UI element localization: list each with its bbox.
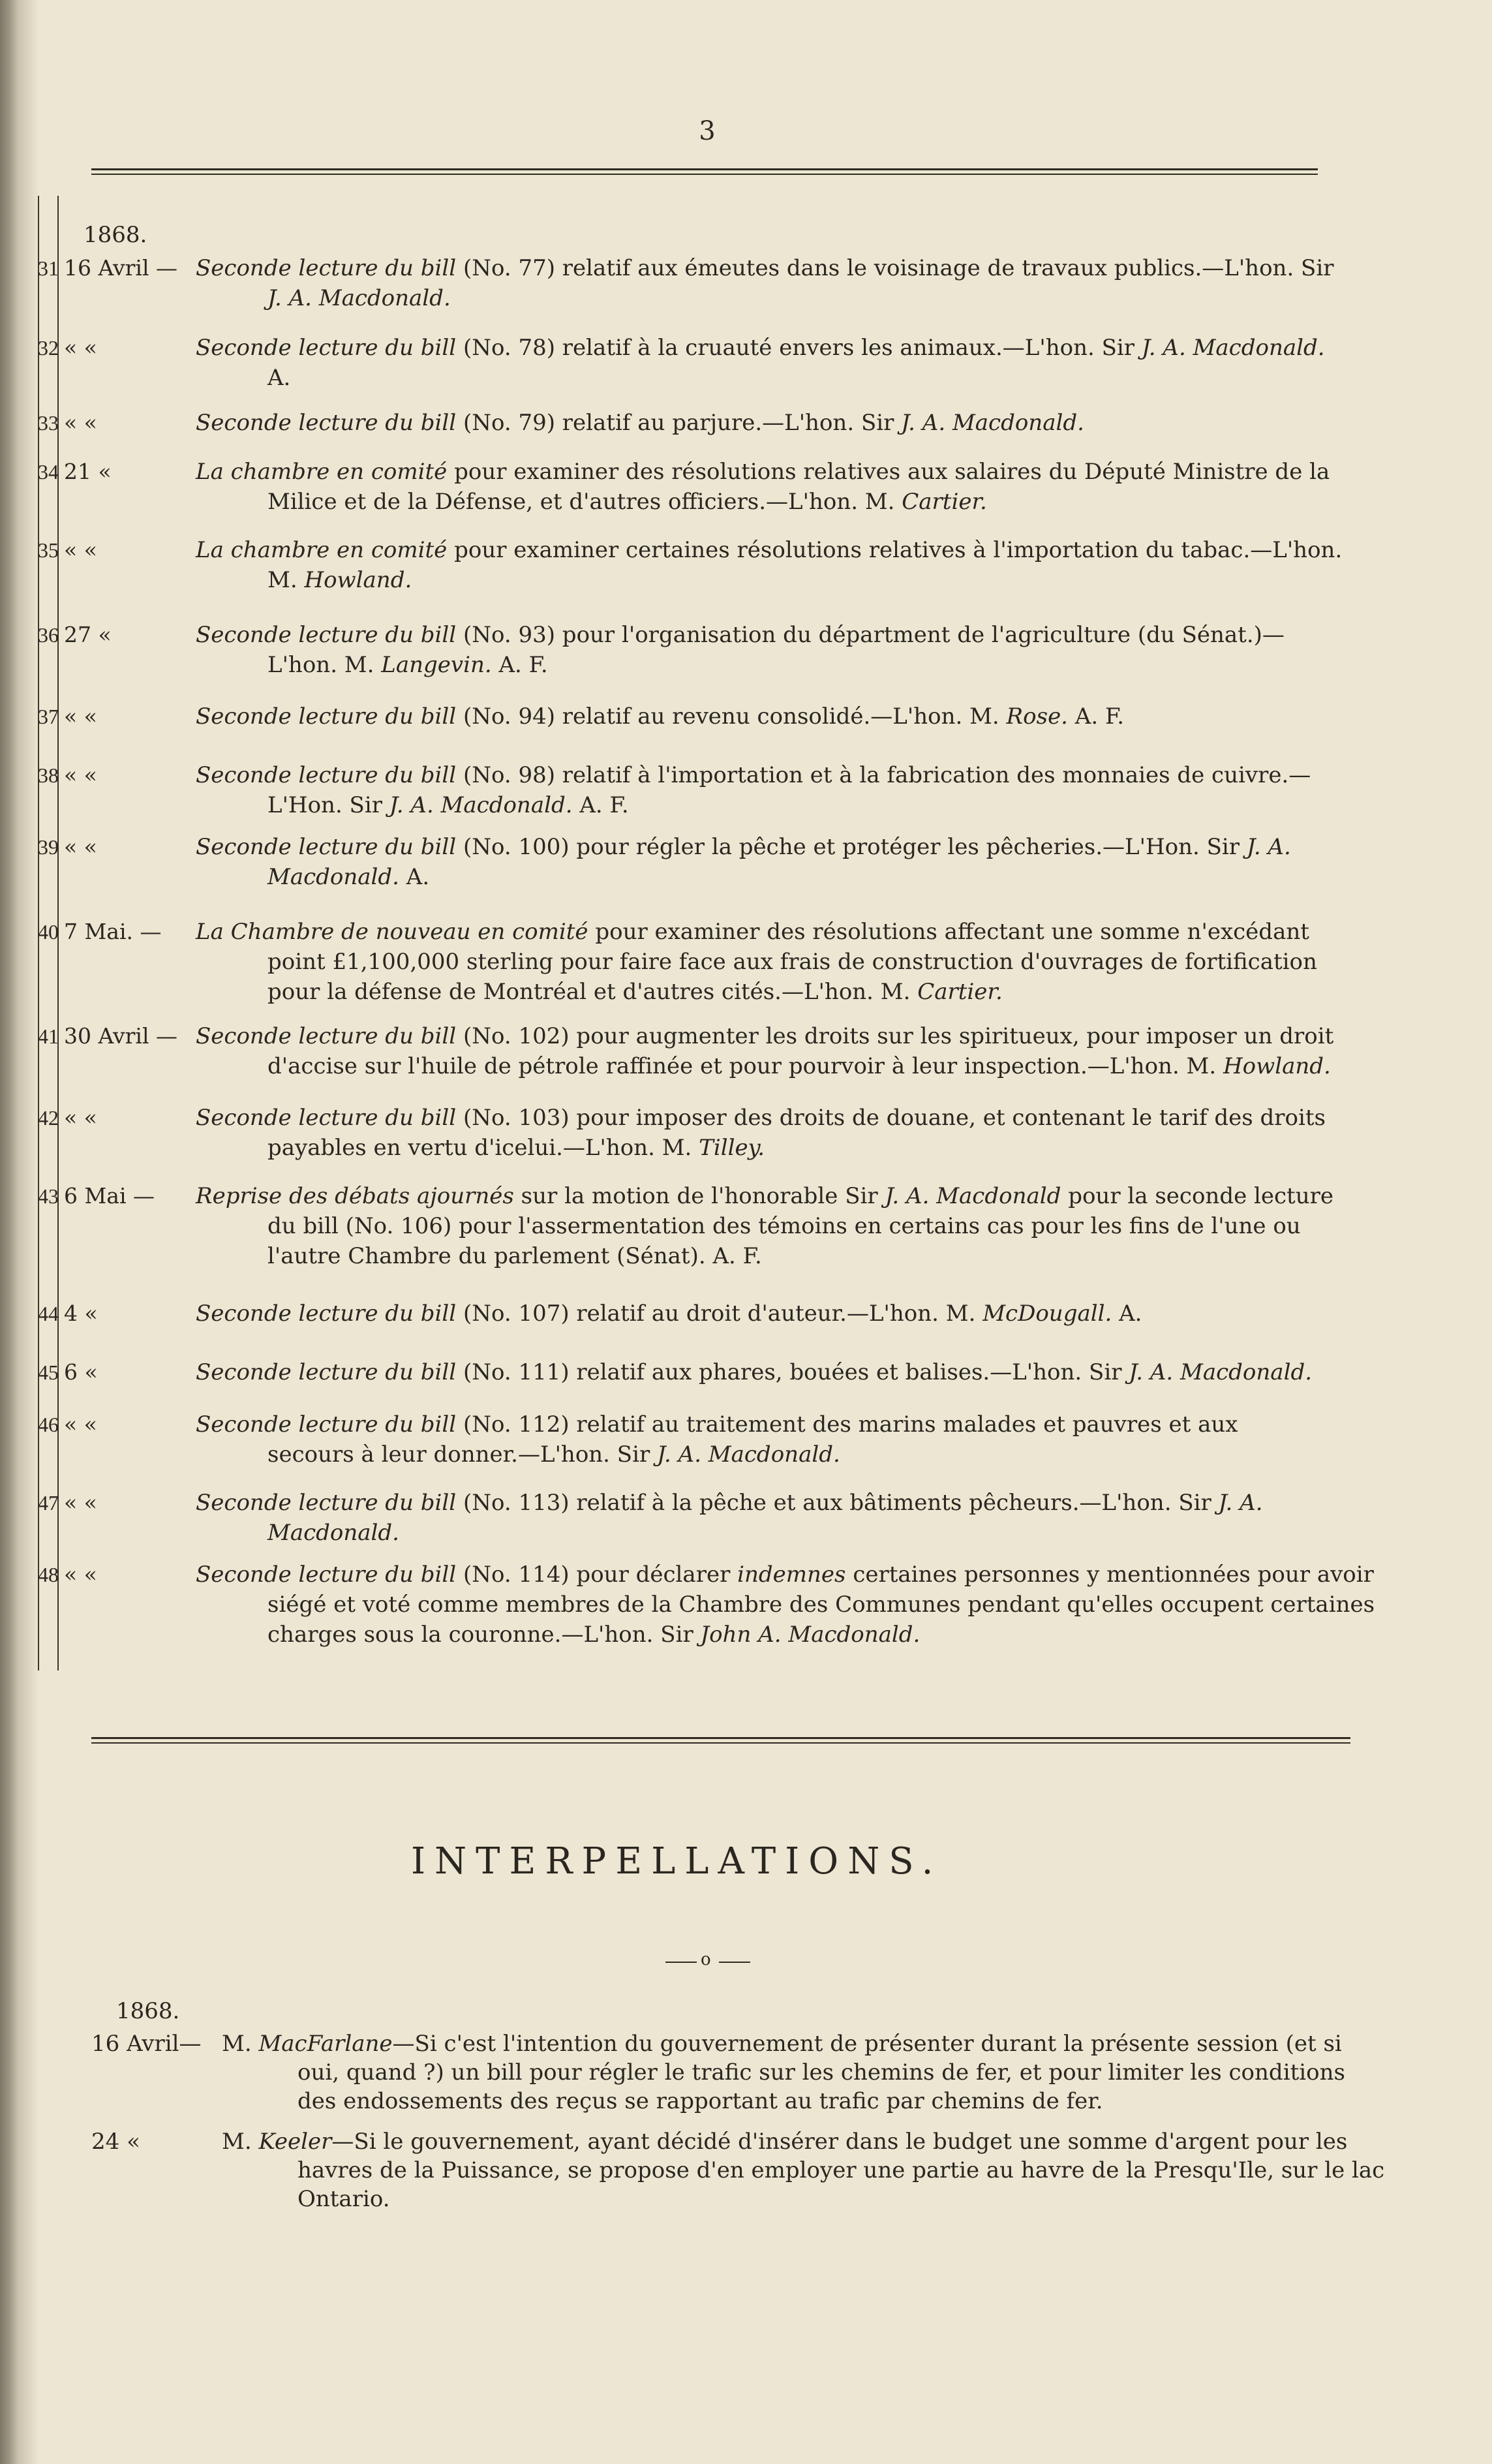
page-number: 3 <box>699 116 716 146</box>
text-segment: (No. 112) relatif au traitement des marins malades et pauvres et aux <box>456 1411 1238 1438</box>
text-segment: M. <box>222 2031 259 2057</box>
italic-text: Howland. <box>1223 1053 1331 1079</box>
text-segment: pour examiner certaines résolutions relatives à l'importation du tabac.—L'hon. <box>447 537 1343 563</box>
italic-text: Langevin. <box>381 652 492 678</box>
text-segment: (No. 114) pour déclarer <box>456 1562 738 1588</box>
entry-text-line <box>196 1590 1377 1620</box>
entry-text <box>196 457 1377 517</box>
text-segment: (No. 98) relatif à l'importation et à la fabrication des monnaies de cuivre.— <box>456 762 1311 788</box>
entry-number: 48 <box>38 1563 59 1586</box>
text-segment: des endossements des reçus se rapportant au trafic par chemins de fer. <box>297 2088 1103 2114</box>
entry-text-line <box>196 1181 1377 1211</box>
text-segment: Milice et de la Défense, et d'autres officiers.—L'hon. M. <box>267 489 902 515</box>
italic-text: Seconde lecture du bill <box>196 1105 457 1131</box>
entry-number: 37 <box>38 705 59 728</box>
italic-text: Cartier. <box>917 979 1003 1005</box>
entry-text <box>196 917 1377 1007</box>
italic-text: J. A. Macdonald. <box>1129 1359 1313 1385</box>
italic-text: Seconde lecture du bill <box>196 1562 457 1588</box>
page-binding-shadow <box>0 0 39 2464</box>
entry-text-line <box>196 1409 1377 1440</box>
italic-text: Seconde lecture du bill <box>196 1411 457 1438</box>
italic-text: Seconde lecture du bill <box>196 762 457 788</box>
text-segment: M. <box>222 2129 259 2155</box>
entry-text-line <box>196 283 1377 313</box>
entry-text-line <box>196 760 1377 790</box>
entry-number: 42 <box>38 1106 59 1130</box>
interpellation-text-line <box>222 2087 1396 2116</box>
entry-date: « « <box>64 703 97 729</box>
entry-number: 40 <box>38 920 59 944</box>
entry-text <box>196 535 1377 595</box>
italic-text: Seconde lecture du bill <box>196 410 457 436</box>
interpellation-text <box>222 2029 1396 2116</box>
text-segment: oui, quand ?) un bill pour régler le trafic sur les chemins de fer, et pour limiter les conditions <box>297 2059 1345 2086</box>
entry-text <box>196 760 1377 820</box>
entry-date: 21 « <box>64 459 112 484</box>
text-segment: A. F. <box>1068 703 1125 730</box>
text-segment: certaines personnes y mentionnées pour avoir <box>845 1562 1374 1588</box>
entry-text-line <box>196 832 1377 862</box>
interpellation-date: 24 « <box>91 2129 140 2155</box>
entry-text-line <box>196 1560 1377 1590</box>
italic-text: Keeler <box>258 2129 332 2155</box>
italic-text: Seconde lecture du bill <box>196 622 457 648</box>
entry-date: 16 Avril — <box>64 255 177 281</box>
text-segment: pour examiner des résolutions relatives aux salaires du Député Ministre de la <box>447 459 1330 485</box>
section-double-rule <box>91 1737 1350 1746</box>
entry-text-line <box>196 457 1377 487</box>
entry-text-line <box>196 620 1377 650</box>
entry-text-line <box>196 650 1377 680</box>
entry-text <box>196 620 1377 680</box>
entry-text-line <box>196 363 1377 393</box>
text-segment: (No. 93) pour l'organisation du départment de l'agriculture (du Sénat.)— <box>456 622 1285 648</box>
italic-text: MacFarlane <box>258 2031 393 2057</box>
entry-text-line <box>196 947 1377 977</box>
section-ornament <box>665 1952 750 1972</box>
entry-text <box>196 1357 1377 1387</box>
entry-date: 6 Mai — <box>64 1183 155 1209</box>
interpellation-text-line <box>222 2127 1396 2156</box>
italic-text: indemnes <box>737 1562 846 1588</box>
italic-text: Seconde lecture du bill <box>196 1301 457 1327</box>
entry-text-line <box>196 487 1377 517</box>
italic-text: Seconde lecture du bill <box>196 335 457 361</box>
text-segment: payables en vertu d'icelui.—L'hon. M. <box>267 1135 699 1161</box>
italic-text: Tilley. <box>699 1135 765 1161</box>
entry-number: 36 <box>38 623 59 647</box>
interpellations-year: 1868. <box>116 1998 180 2024</box>
text-segment: (No. 113) relatif à la pêche et aux bâtiments pêcheurs.—L'hon. Sir <box>456 1490 1219 1516</box>
entry-number: 43 <box>38 1184 59 1208</box>
italic-text: J. A. Macdonald. <box>901 410 1084 436</box>
italic-text: Macdonald. <box>267 1520 399 1546</box>
italic-text: J. A. Macdonald. <box>389 792 573 818</box>
text-segment: havres de la Puissance, se propose d'en employer une partie au havre de la Presqu'Ile, sur le lac <box>297 2157 1385 2183</box>
entry-text-line <box>196 1021 1377 1051</box>
text-segment: A. F. <box>572 792 629 818</box>
entry-number: 34 <box>38 460 59 484</box>
entry-date: 6 « <box>64 1359 98 1385</box>
entry-number: 31 <box>38 256 59 280</box>
entry-text-line <box>196 917 1377 947</box>
text-segment: charges sous la couronne.—L'hon. Sir <box>267 1622 701 1648</box>
entry-date: 7 Mai. — <box>64 919 162 944</box>
interpellation-date: 16 Avril— <box>91 2031 202 2057</box>
italic-text: J. A. Macdonald. <box>267 285 451 311</box>
text-segment: (No. 102) pour augmenter les droits sur les spiritueux, pour imposer un droit <box>456 1023 1334 1049</box>
entry-text-line <box>196 701 1377 732</box>
italic-text: J. A. <box>1246 834 1291 860</box>
entry-text-line <box>196 408 1377 438</box>
text-segment: (No. 103) pour imposer des droits de douane, et contenant le tarif des droits <box>456 1105 1326 1131</box>
text-segment: (No. 107) relatif au droit d'auteur.—L'hon. M. <box>456 1301 983 1327</box>
entry-number: 35 <box>38 538 59 562</box>
entry-text-line <box>196 1488 1377 1518</box>
italic-text: Seconde lecture du bill <box>196 834 457 860</box>
interpellation-text <box>222 2127 1396 2213</box>
text-segment: L'Hon. Sir <box>267 792 389 818</box>
entry-text-line <box>196 333 1377 363</box>
entry-date: « « <box>64 410 97 435</box>
entry-date: « « <box>64 1411 97 1437</box>
text-segment: A. F. <box>491 652 548 678</box>
text-segment: L'hon. M. <box>267 652 382 678</box>
entry-date: « « <box>64 335 97 360</box>
entry-number: 46 <box>38 1413 59 1436</box>
text-segment: (No. 79) relatif au parjure.—L'hon. Sir <box>456 410 902 436</box>
entry-text-line <box>196 1241 1377 1271</box>
text-segment: pour la défense de Montréal et d'autres cités.—L'hon. M. <box>267 979 918 1005</box>
text-segment: point £1,100,000 sterling pour faire face aux frais de construction d'ouvrages de fortification <box>267 949 1317 975</box>
italic-text: Howland. <box>304 567 412 593</box>
text-segment: (No. 100) pour régler la pêche et protéger les pêcheries.—L'Hon. Sir <box>456 834 1247 860</box>
entry-number: 47 <box>38 1491 59 1515</box>
entry-text-line <box>196 1211 1377 1241</box>
entry-date: « « <box>64 1562 97 1587</box>
entry-text-line <box>196 1133 1377 1163</box>
italic-text: J. A. <box>1218 1490 1263 1516</box>
text-segment: secours à leur donner.—L'hon. Sir <box>267 1441 658 1468</box>
entry-number: 32 <box>38 336 59 360</box>
entry-text <box>196 1488 1377 1548</box>
italic-text: Seconde lecture du bill <box>196 1359 457 1385</box>
entry-text <box>196 253 1377 313</box>
entry-text <box>196 1409 1377 1470</box>
entry-date: « « <box>64 834 97 859</box>
text-segment: (No. 94) relatif au revenu consolidé.—L'hon. M. <box>456 703 1007 730</box>
italic-text: John A. Macdonald. <box>700 1622 921 1648</box>
entry-text-line <box>196 565 1377 595</box>
italic-text: Seconde lecture du bill <box>196 1490 457 1516</box>
text-segment: du bill (No. 106) pour l'assermentation des témoins en certains cas pour les fins de l'une ou <box>267 1213 1301 1239</box>
text-segment: —Si le gouvernement, ayant décidé d'insérer dans le budget une somme d'argent pour les <box>331 2129 1348 2155</box>
entry-text-line <box>196 862 1377 892</box>
entry-text-line <box>196 1357 1377 1387</box>
italic-text: Rose. <box>1006 703 1068 730</box>
interpellation-text-line <box>222 2058 1396 2087</box>
italic-text: La Chambre de nouveau en comité <box>196 919 588 945</box>
entry-number: 38 <box>38 763 59 787</box>
entry-number: 44 <box>38 1302 59 1325</box>
entry-number: 45 <box>38 1361 59 1384</box>
text-segment: pour examiner des résolutions affectant une somme n'excédant <box>588 919 1309 945</box>
entry-date: 30 Avril — <box>64 1023 177 1049</box>
entry-date: « « <box>64 762 97 788</box>
entry-text <box>196 1181 1377 1271</box>
italic-text: J. A. Macdonald. <box>1141 335 1325 361</box>
entry-text <box>196 1103 1377 1163</box>
text-segment: M. <box>267 567 305 593</box>
section-title-interpellations: INTERPELLATIONS. <box>411 1840 943 1883</box>
text-segment: d'accise sur l'huile de pétrole raffinée et pour pourvoir à leur inspection.—L'hon. M. <box>267 1053 1223 1079</box>
italic-text: Seconde lecture du bill <box>196 255 457 281</box>
entry-text-line <box>196 253 1377 283</box>
italic-text: McDougall. <box>982 1301 1112 1327</box>
entry-text-line <box>196 1051 1377 1081</box>
text-segment: sur la motion de l'honorable Sir <box>513 1183 885 1209</box>
entry-text-line <box>196 1103 1377 1133</box>
entry-date: « « <box>64 1490 97 1515</box>
text-segment: l'autre Chambre du parlement (Sénat). A. F. <box>267 1243 762 1269</box>
entry-text-line <box>196 977 1377 1007</box>
entry-text-line <box>196 535 1377 565</box>
italic-text: J. A. Macdonald. <box>657 1441 840 1468</box>
text-segment: pour la seconde lecture <box>1061 1183 1333 1209</box>
entry-number: 41 <box>38 1024 59 1048</box>
entry-text-line <box>196 1299 1377 1329</box>
entry-text-line <box>196 1620 1377 1650</box>
italic-text: Seconde lecture du bill <box>196 1023 457 1049</box>
entry-text <box>196 701 1377 732</box>
entry-text-line <box>196 790 1377 820</box>
italic-text: La chambre en comité <box>196 537 448 563</box>
entry-date: « « <box>64 537 97 562</box>
interpellation-text-line <box>222 2029 1396 2058</box>
entry-text <box>196 1299 1377 1329</box>
interpellation-text-line <box>222 2156 1396 2185</box>
entry-date: 4 « <box>64 1301 98 1326</box>
text-segment: A. <box>1112 1301 1142 1327</box>
italic-text: J. A. Macdonald <box>885 1183 1061 1209</box>
ornament-glyph: o <box>701 1950 711 1969</box>
italic-text: Reprise des débats ajournés <box>196 1183 514 1209</box>
text-segment: (No. 78) relatif à la cruauté envers les animaux.—L'hon. Sir <box>456 335 1142 361</box>
entry-text-line <box>196 1440 1377 1470</box>
entry-date: « « <box>64 1105 97 1130</box>
text-segment: (No. 111) relatif aux phares, bouées et balises.—L'hon. Sir <box>456 1359 1129 1385</box>
text-segment: A. <box>399 864 430 890</box>
italic-text: Seconde lecture du bill <box>196 703 457 730</box>
entry-text <box>196 1021 1377 1081</box>
entries-year: 1868. <box>84 222 147 248</box>
entry-text <box>196 408 1377 438</box>
entry-text <box>196 333 1377 393</box>
text-segment: (No. 77) relatif aux émeutes dans le voisinage de travaux publics.—L'hon. Sir <box>456 255 1334 281</box>
interpellation-text-line <box>222 2185 1396 2213</box>
italic-text: Macdonald. <box>267 864 399 890</box>
text-segment: —Si c'est l'intention du gouvernement de présenter durant la présente session (et si <box>392 2031 1342 2057</box>
entry-text-line <box>196 1518 1377 1548</box>
text-segment: A. <box>267 365 291 391</box>
italic-text: Cartier. <box>902 489 987 515</box>
entry-text <box>196 832 1377 892</box>
top-double-rule <box>91 168 1318 179</box>
entry-date: 27 « <box>64 622 112 647</box>
entry-number: 33 <box>38 411 59 435</box>
italic-text: La chambre en comité <box>196 459 448 485</box>
text-segment: Ontario. <box>297 2186 390 2212</box>
text-segment: siégé et voté comme membres de la Chambre des Communes pendant qu'elles occupent certaines <box>267 1592 1375 1618</box>
entry-text <box>196 1560 1377 1650</box>
entry-number: 39 <box>38 835 59 859</box>
